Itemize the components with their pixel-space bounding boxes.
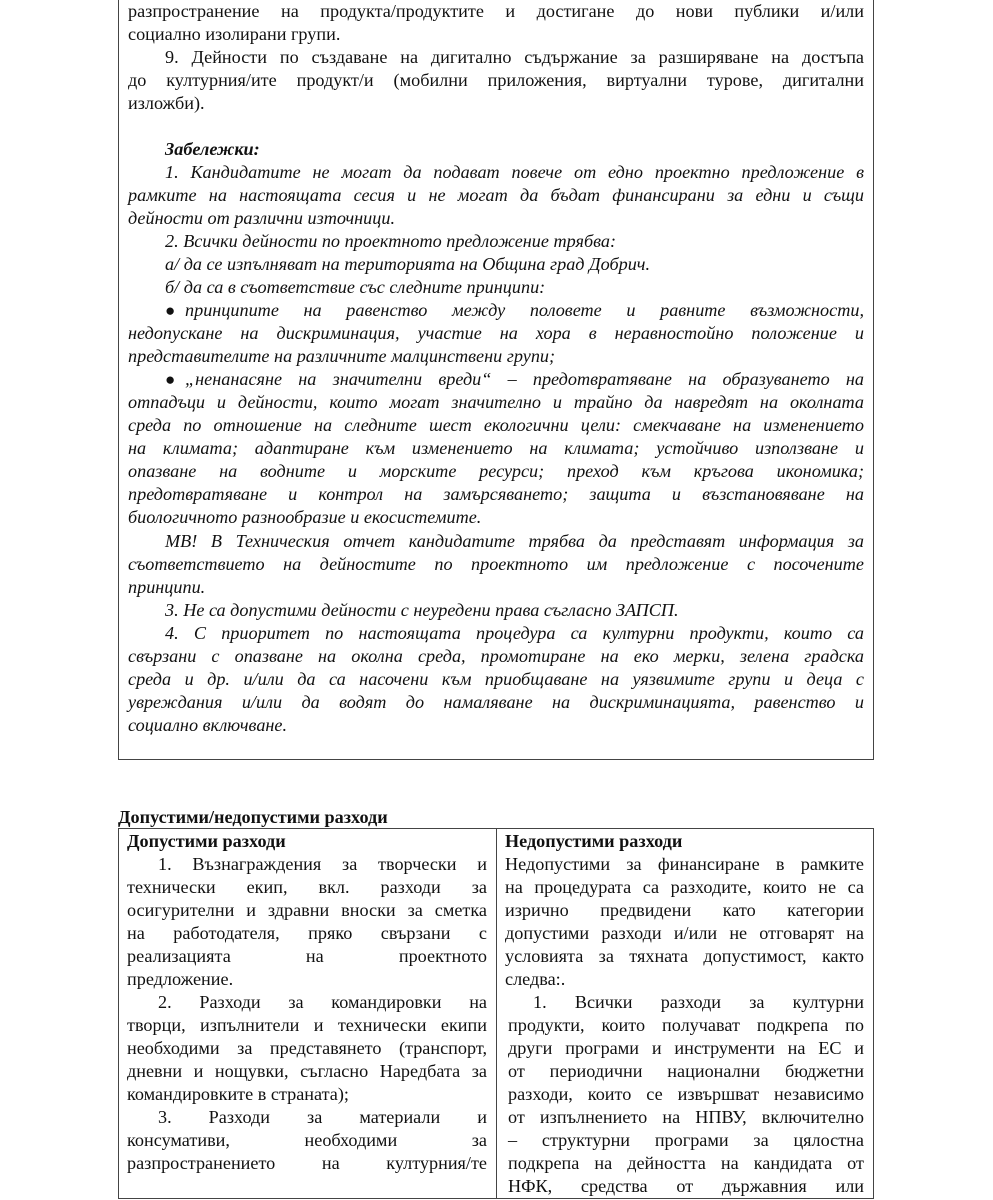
- text-line: разпространение на продукта/продуктите и достигане до нови публики и/или: [128, 1, 864, 21]
- ineligible-intro: Недопустими за финансиране в рамките: [505, 854, 864, 874]
- note-3: 3. Не са допустими дейности с неуредени права съгласно ЗАПСП.: [165, 600, 679, 620]
- text-line: подкрепа на дейността на кандидата от: [508, 1153, 864, 1173]
- bullet-icon: ●: [165, 370, 176, 389]
- ineligible-header: Недопустими разходи: [505, 831, 683, 851]
- text-line: продукти, които получават подкрепа по: [508, 1015, 864, 1035]
- text-line: предложение.: [127, 969, 234, 989]
- text-line: условията за тяхната допустимост, както: [505, 946, 864, 966]
- text-line: предотвратяване и контрол на замърсяването; защита и възстановяване на: [128, 484, 864, 504]
- text-line: консумативи, необходими за: [127, 1130, 487, 1150]
- bullet-item-1: принципите на равенство между половете и равните възможности,: [185, 300, 864, 320]
- text-line: други програми и инструменти на ЕС и: [508, 1038, 864, 1058]
- text-line: на процедурата са разходите, които не са: [505, 877, 864, 897]
- text-line: рамките на настоящата сесия и не могат да бъдат финансирани за едни и същи: [128, 185, 864, 205]
- bullet-icon: ●: [165, 301, 176, 320]
- bullet-item-2: „ненанасяне на значителни вреди“ – предотвратяване на образуването на: [185, 369, 864, 389]
- list-item-9: 9. Дейности по създаване на дигитално съдържание за разширяване на достъпа: [165, 47, 864, 67]
- note-2a: а/ да се изпълняват на територията на Община град Добрич.: [165, 254, 651, 274]
- text-line: дейности от различни източници.: [128, 208, 395, 228]
- text-line: изрично предвидени като категории: [505, 900, 864, 920]
- text-line: НФК, средства от държавния или: [508, 1176, 864, 1196]
- text-line: среда и др. и/или да са насочени към приобщаване на уязвимите групи и деца с: [128, 669, 864, 689]
- text-line: допустими разходи и/или не отговарят на: [505, 923, 864, 943]
- text-line: следва:.: [505, 969, 566, 989]
- text-line: опазване на водните и морските ресурси; преход към кръгова икономика;: [128, 461, 864, 481]
- text-line: социално включване.: [128, 715, 288, 735]
- text-line: съответствието на дейностите по проектното им предложение с посочените: [128, 554, 864, 574]
- text-line: изложби).: [128, 93, 205, 113]
- text-line: до културния/ите продукт/и (мобилни приложения, виртуални турове, дигитални: [128, 70, 864, 90]
- text-line: отпадъци и дейности, които могат значително и трайно да навредят на околната: [128, 392, 864, 412]
- note-2: 2. Всички дейности по проектното предложение трябва:: [165, 231, 617, 251]
- note-2b: б/ да са в съответствие със следните принципи:: [165, 277, 546, 297]
- column-divider: [496, 828, 497, 1199]
- note-4: 4. С приоритет по настоящата процедура са културни продукти, които са: [165, 623, 864, 643]
- text-line: командировките в страната);: [127, 1084, 349, 1104]
- text-line: – структурни програми за цялостна: [508, 1130, 864, 1150]
- ineligible-item-1: 1. Всички разходи за културни: [533, 992, 864, 1012]
- eligible-item-2: 2. Разходи за командировки на: [158, 992, 487, 1012]
- text-line: на климата; адаптиране към изменението на климата; устойчиво използване и: [128, 438, 864, 458]
- eligible-item-3: 3. Разходи за материали и: [158, 1107, 487, 1127]
- text-line: необходими за представянето (транспорт,: [127, 1038, 487, 1058]
- note-1: 1. Кандидатите не могат да подават повече от едно проектно предложение в: [165, 162, 864, 182]
- eligible-item-1: 1. Възнаграждения за творчески и: [158, 854, 487, 874]
- text-line: на работодателя, пряко свързани с: [127, 923, 487, 943]
- text-line: биологичното разнообразие и екосистемите.: [128, 507, 482, 527]
- text-line: социално изолирани групи.: [128, 24, 341, 44]
- eligible-header: Допустими разходи: [127, 831, 286, 851]
- text-line: технически екип, вкл. разходи за: [127, 877, 487, 897]
- text-line: принципи.: [128, 577, 206, 597]
- text-line: реализацията на проектното: [127, 946, 487, 966]
- section-title: Допустими/недопустими разходи: [118, 807, 388, 827]
- text-line: осигурителни и здравни вноски за сметка: [127, 900, 487, 920]
- text-line: творци, изпълнители и технически екипи: [127, 1015, 487, 1035]
- notes-heading: Забележки:: [165, 139, 260, 159]
- nb-note: МВ! В Техническия отчет кандидатите трябва да представят информация за: [165, 531, 864, 551]
- text-line: разходи, които се извършват независимо: [508, 1084, 864, 1104]
- text-line: представителите на различните малцинствени групи;: [128, 346, 556, 366]
- text-line: от периодични национални бюджетни: [508, 1061, 864, 1081]
- text-line: недопускане на дискриминация, участие на хора в неравностойно положение и: [128, 323, 864, 343]
- text-line: дневни и нощувки, съгласно Наредбата за: [127, 1061, 487, 1081]
- text-line: свързани с опазване на околна среда, промотиране на еко мерки, зелена градска: [128, 646, 864, 666]
- text-line: среда по отношение на следните шест екологични цели: смекчаване на изменението: [128, 415, 864, 435]
- text-line: увреждания и/или да водят до намаляване на дискриминацията, равенство и: [128, 692, 864, 712]
- text-line: разпространението на културния/те: [127, 1153, 487, 1173]
- text-line: от изпълнението на НПВУ, включително: [508, 1107, 864, 1127]
